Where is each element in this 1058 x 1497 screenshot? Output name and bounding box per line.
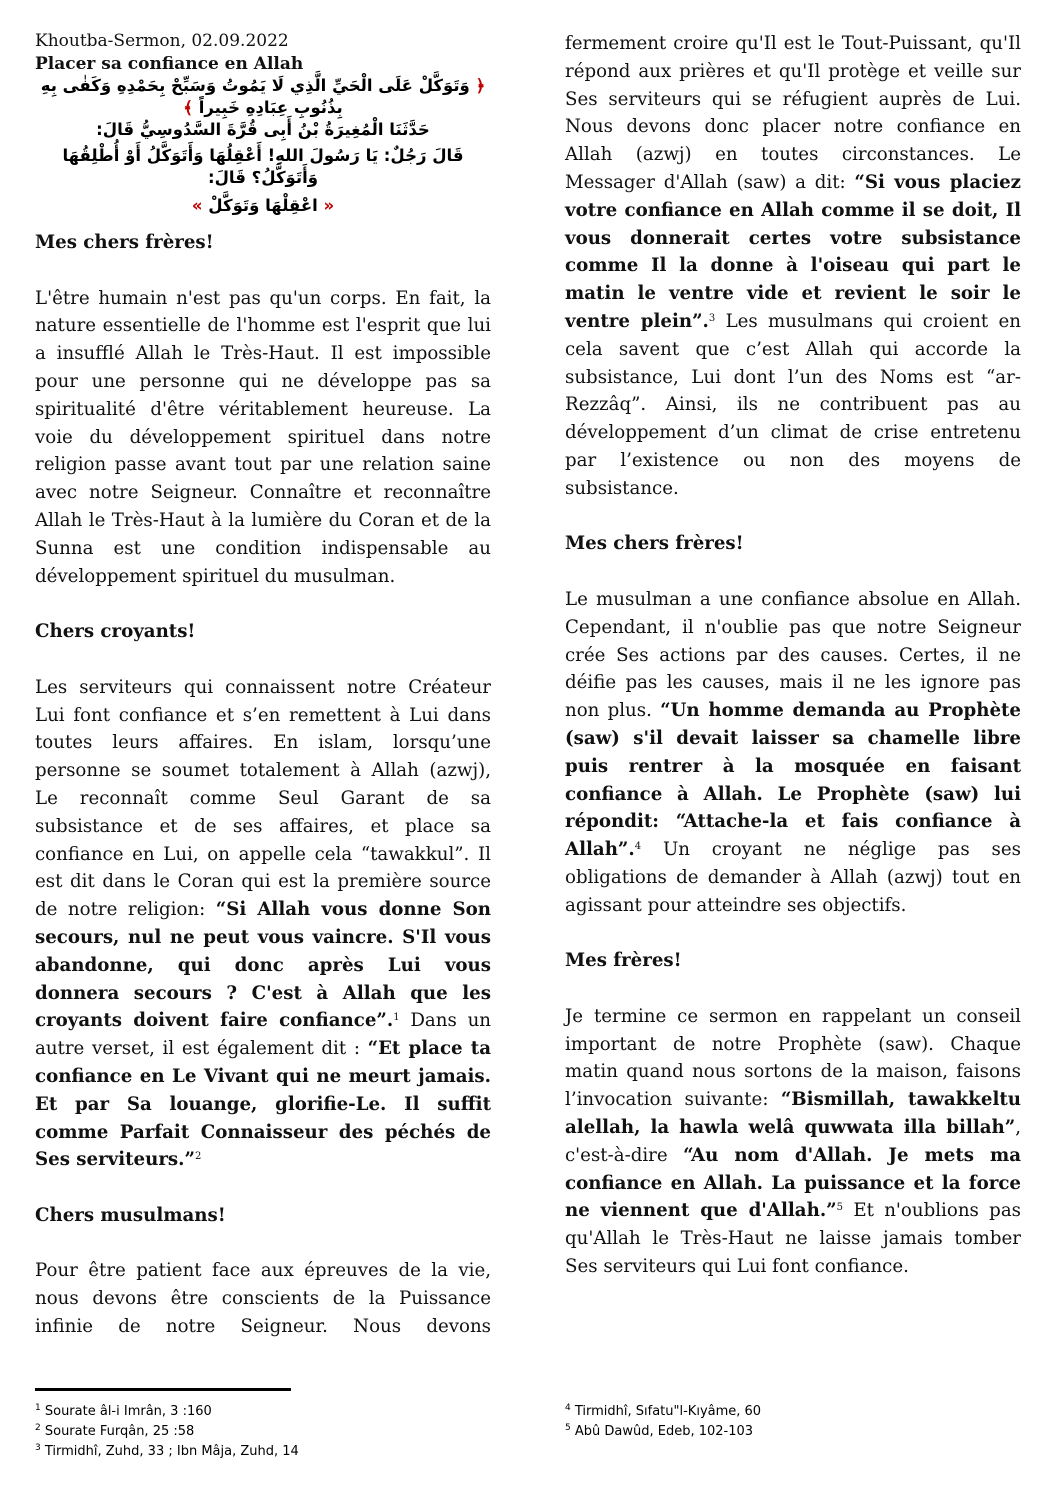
footnote-item <box>35 1442 299 1462</box>
sermon-date-line: Khoutba-Sermon, 02.09.2022 <box>35 31 289 51</box>
quote-close-mark: » <box>191 196 203 215</box>
footnote-number: 4 <box>565 1403 571 1413</box>
footnote-ref[interactable]: 4 <box>634 841 642 853</box>
section-heading: Mes frères! <box>565 950 682 972</box>
paragraph-text: Les serviteurs qui connaissent notre Créateur Lui font confiance et s’en remettent à Lui dans toutes leurs affaires. En islam, lorsqu’une personne se soumet totalement à Allah (azwj), Le reconnaît comme Seul Garant de sa subsistance et de ses affaires, et place sa confiance en Lui, on appelle cela “tawakkul”. Il est dit dans le Coran qui est la première source de notre religion: <box>35 676 491 921</box>
quran-quote: “Et place ta confiance en Le Vivant qui ne meurt jamais. Et par Sa louange, glorifie-Le. Il suffit comme Parfait Connaisseur des péchés de Ses serviteurs.” <box>35 1038 491 1171</box>
section-heading: Chers croyants! <box>35 621 196 643</box>
footnote-ref[interactable]: 5 <box>836 1202 843 1214</box>
paragraph-text: fermement croire qu'Il est le Tout-Puissant, qu'Il répond aux prières et qu'Il protège et veille sur Ses serviteurs qui se réfugient auprès de Lui. Nous devons donc placer notre confiance en Allah (azwj) en toutes circonstances. Le Messager d'Allah (saw) a dit: <box>565 33 1021 193</box>
arabic-verse <box>35 75 491 119</box>
paragraph-text: , c'est-à-dire <box>565 1117 1021 1166</box>
footnote-ref[interactable]: 3 <box>708 312 716 324</box>
paragraph: L'être humain n'est pas qu'un corps. En fait, la nature essentielle de l'homme est l'esprit que lui a insufflé Allah le Très-Haut. Il est impossible pour une personne qui ne développe pas sa spiritualité d'être véritablement heureuse. La voie du développement spirituel dans notre religion passe avant tout par une relation saine avec notre Seigneur. Connaître et reconnaître Allah le Très-Haut à la lumière du Coran et de la Sunna est une condition indispensable au développement spirituel du musulman. <box>35 287 491 587</box>
hadith-quote: “Si vous placiez votre confiance en Allah comme il se doit, Il vous donnerait certes votre subsistance comme Il la donne à l'oiseau qui part le matin le ventre vide et revient le soir le ventre plein”. <box>565 171 1021 332</box>
paragraph-text: Je termine ce sermon en rappelant un conseil important de notre Prophète (saw). Chaque matin quand nous sortons de la maison, faisons l’invocation suivante: <box>565 1005 1021 1111</box>
footnote-number: 2 <box>35 1423 41 1433</box>
footnotes-right <box>565 1402 761 1442</box>
paragraph <box>565 586 1021 920</box>
footnotes-left <box>35 1402 299 1462</box>
sermon-title: Placer sa confiance en Allah <box>35 54 304 74</box>
paragraph-text: Dans un autre verset, il est également dit : <box>35 1010 491 1060</box>
footnote-text: Sourate Furqân, 25 :58 <box>40 1424 195 1439</box>
footnote-separator <box>35 1388 291 1391</box>
paragraph <box>35 674 491 1174</box>
footnote-ref[interactable]: 2 <box>194 1151 202 1163</box>
paragraph-text: Et n'oublions pas qu'Allah le Très-Haut ne laisse jamais tomber Ses serviteurs qui Lui font confiance. <box>565 1200 1021 1278</box>
quote-open-mark: « <box>323 196 335 215</box>
hadith-chain: حَدَّثَنَا الْمُغِيرَةُ بْنُ أَبِى قُرَّةَ السَّدُوسِيُّ قَالَ: <box>96 120 430 139</box>
paragraph: Pour être patient face aux épreuves de la vie, nous devons être conscients de la Puissance infinie de notre Seigneur. Nous devons <box>35 1260 491 1338</box>
verse-text: وَتَوَكَّلْ عَلَى الْحَيِّ الَّذِي لَا يَمُوتُ وَسَبِّحْ بِحَمْدِهِ وَكَفٰى بِهِ بِذُنُوبِ عِبَادِهِ خَبِيراً <box>40 76 470 117</box>
section-heading: Mes chers frères! <box>565 533 744 555</box>
footnote-item <box>565 1402 761 1422</box>
right-column <box>565 30 1021 1281</box>
hadith-answer <box>35 195 491 217</box>
paragraph-text: Le musulman a une confiance absolue en Allah. Cependant, il n'oublie pas que notre Seigneur crée Ses actions par des causes. Certes, il ne déifie pas les causes, mais il ne les ignore pas non plus. <box>565 588 1021 722</box>
quran-quote: “Si Allah vous donne Son secours, nul ne peut vous vaincre. S'Il vous abandonne, qui donc après Lui vous donnera secours ? C'est à Allah que les croyants doivent faire confiance”. <box>35 899 491 1032</box>
footnote-text: Sourate âl-i Imrân, 3 :160 <box>40 1404 212 1419</box>
hadith-answer-text: اعْقِلْهَا وَتَوَكَّلْ <box>208 196 318 215</box>
footnote-text: Abû Dawûd, Edeb, 102-103 <box>570 1424 754 1439</box>
footnote-number: 1 <box>35 1403 41 1413</box>
footnote-text: Tirmidhî, Sıfatu"l-Kıyâme, 60 <box>570 1404 762 1419</box>
left-column <box>35 30 491 1341</box>
footnote-item <box>35 1402 299 1422</box>
invocation-translation: “Au nom d'Allah. Je mets ma confiance en Allah. La puissance et la force ne viennent que d'Allah.” <box>565 1144 1021 1222</box>
footnote-item <box>565 1422 761 1442</box>
paragraph <box>565 1003 1021 1281</box>
paragraph-text: Un croyant ne néglige pas ses obligations de demander à Allah (azwj) tout en agissant pour atteindre ses objectifs. <box>565 839 1021 916</box>
footnote-ref[interactable]: 1 <box>393 1012 400 1024</box>
footnote-number: 3 <box>35 1443 41 1453</box>
footnote-number: 5 <box>565 1423 571 1433</box>
paragraph-text: Les musulmans qui croient en cela savent que c’est Allah qui accorde la subsistance, Lui dont l’un des Noms est “ar-Rezzâq”. Ainsi, ils ne contribuent pas au développement d’un climat de crise entretenu par l’existence ou non des moyens de subsistance. <box>565 310 1022 499</box>
section-heading: Chers musulmans! <box>35 1204 226 1226</box>
footnote-item <box>35 1422 299 1442</box>
invocation-quote: “Bismillah, tawakkeltu alellah, la hawla welâ quwwata illa billah” <box>565 1089 1021 1139</box>
hadith-question: قَالَ رَجُلٌ: يَا رَسُولَ اللهِ! أَعْقِلُهَا وَأَتَوَكَّلُ أَوْ أُطْلِقُهَا وَأَتَوَكَّلُ؟ قَالَ: <box>62 146 464 187</box>
verse-open-bracket: ﴿ <box>475 76 486 95</box>
section-heading: Mes chers frères! <box>35 232 214 253</box>
hadith-quote: “Un homme demanda au Prophète (saw) s'il devait laisser sa chamelle libre puis rentrer à la mosquée en faisant confiance à Allah. Le Prophète (saw) lui répondit: “Attache-la et fais confiance à Allah”. <box>565 700 1021 861</box>
footnote-text: Tirmidhî, Zuhd, 33 ; Ibn Mâja, Zuhd, 14 <box>40 1444 299 1459</box>
verse-close-bracket: ﴾ <box>183 98 193 117</box>
paragraph <box>565 30 1021 503</box>
